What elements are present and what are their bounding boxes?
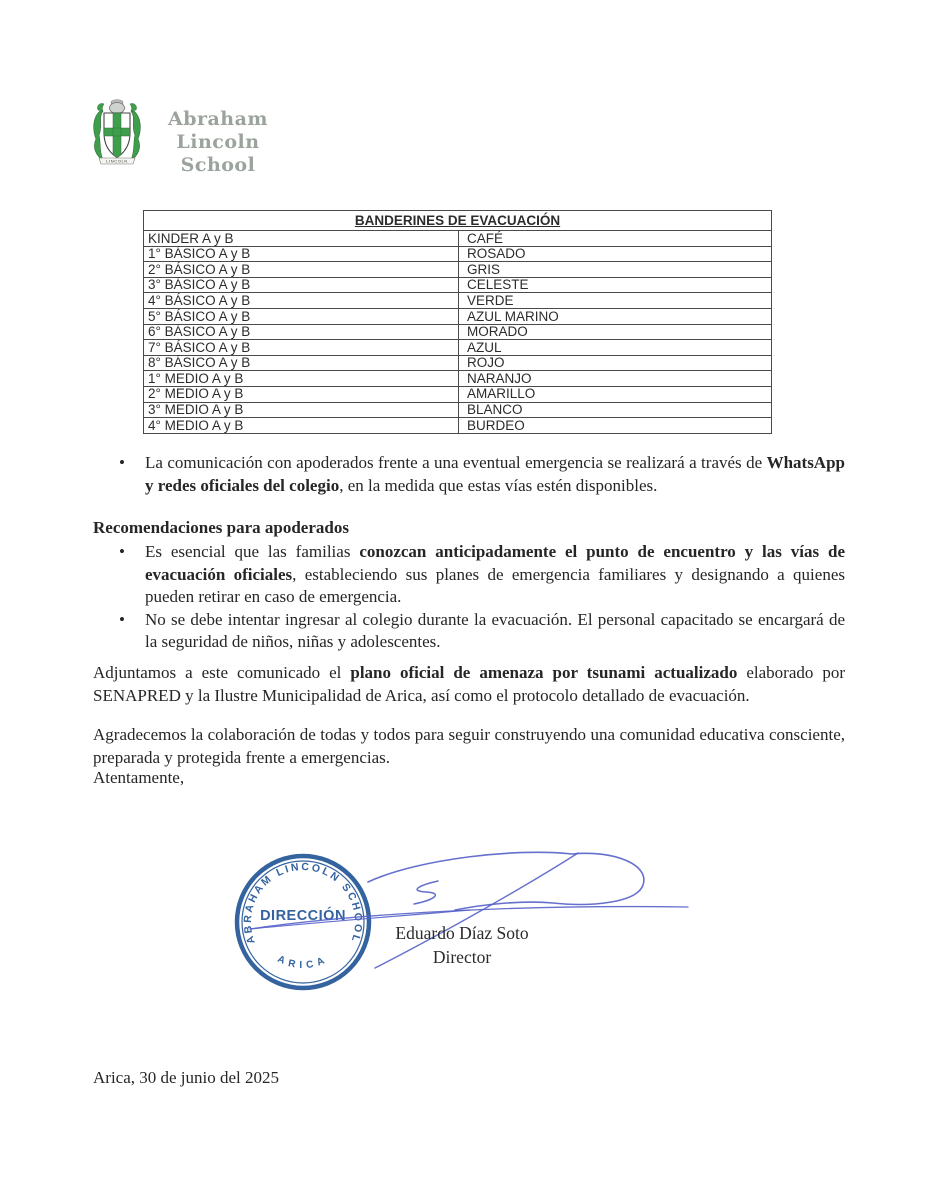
flag-color-cell: AZUL xyxy=(459,340,772,356)
flag-color-cell: AMARILLO xyxy=(459,386,772,402)
flag-color-cell: ROJO xyxy=(459,355,772,371)
evacuation-flags-table xyxy=(143,210,772,434)
table-row xyxy=(144,355,772,371)
communication-bullet: • La comunicación con apoderados frente a una eventual emergencia se realizará a través de WhatsApp y redes oficiales del colegio, en la medida que estas vías estén disponibles. xyxy=(93,452,845,497)
attachment-paragraph: Adjuntamos a este comunicado el plano oficial de amenaza por tsunami actualizado elaborado por SENAPRED y la Ilustre Municipalidad de Arica, así como el protocolo detallado de evacuación. xyxy=(93,663,846,705)
grade-cell: 3° MEDIO A y B xyxy=(144,402,459,418)
stamp-ring-text: ABRAHAM LINCOLN SCHOOL xyxy=(241,860,365,946)
table-row xyxy=(144,402,772,418)
grade-cell: 2° BÁSICO A y B xyxy=(144,262,459,278)
flag-color-cell: MORADO xyxy=(459,324,772,340)
closing-line: Atentamente, xyxy=(93,768,185,787)
gratitude-paragraph: Agradecemos la colaboración de todas y todos para seguir construyendo una comunidad educativa consciente, preparada y protegida frente a emergencias. xyxy=(93,725,845,767)
recommendation-item: • Es esencial que las familias conozcan anticipadamente el punto de encuentro y las vías de evacuación oficiales, estableciendo sus planes de emergencia familiares y designando a quienes pueden retirar en caso de emergencia. xyxy=(93,541,845,609)
flag-color-cell: BLANCO xyxy=(459,402,772,418)
crest-banner-text: LINCOLN xyxy=(106,158,128,164)
recommendations-heading: Recomendaciones para apoderados xyxy=(93,518,349,537)
grade-cell: 3° BÁSICO A y B xyxy=(144,277,459,293)
flag-color-cell: AZUL MARINO xyxy=(459,308,772,324)
signer-block xyxy=(372,921,552,969)
table-row xyxy=(144,340,772,356)
table-row xyxy=(144,371,772,387)
table-row xyxy=(144,324,772,340)
flag-color-cell: GRIS xyxy=(459,262,772,278)
table-title-row xyxy=(144,211,772,231)
school-name xyxy=(143,108,293,177)
flag-color-cell: CAFÉ xyxy=(459,231,772,247)
flag-color-cell: VERDE xyxy=(459,293,772,309)
grade-cell: 7° BÁSICO A y B xyxy=(144,340,459,356)
table-row xyxy=(144,246,772,262)
table-row xyxy=(144,418,772,434)
table-row xyxy=(144,277,772,293)
stamp-center-text: DIRECCIÓN xyxy=(260,908,346,924)
signer-title: Director xyxy=(432,947,492,967)
svg-text:ARICA xyxy=(276,954,331,971)
grade-cell: 1° BÁSICO A y B xyxy=(144,246,459,262)
table-title-text: BANDERINES DE EVACUACIÓN xyxy=(354,212,561,228)
grade-cell: 6° BÁSICO A y B xyxy=(144,324,459,340)
table-row xyxy=(144,308,772,324)
table-row xyxy=(144,231,772,247)
communication-section xyxy=(93,452,845,497)
flag-color-cell: ROSADO xyxy=(459,246,772,262)
recommendation-item: • No se debe intentar ingresar al colegio durante la evacuación. El personal capacitado se encargará de la seguridad de niños, niñas y adolescentes. xyxy=(93,609,845,654)
crest-banner xyxy=(99,158,135,164)
grade-cell: 1° MEDIO A y B xyxy=(144,371,459,387)
stamp-bottom-text: ARICA xyxy=(275,953,331,972)
table-row xyxy=(144,293,772,309)
table-row xyxy=(144,386,772,402)
grade-cell: 4° MEDIO A y B xyxy=(144,418,459,434)
grade-cell: KINDER A y B xyxy=(144,231,459,247)
flag-color-cell: CELESTE xyxy=(459,277,772,293)
school-name-line1: Abraham Lincoln xyxy=(167,108,269,153)
grade-cell: 2° MEDIO A y B xyxy=(144,386,459,402)
table-row xyxy=(144,262,772,278)
signer-name: Eduardo Díaz Soto xyxy=(395,923,529,943)
crest-helmet xyxy=(110,100,125,114)
school-crest-logo xyxy=(90,98,144,166)
flag-color-cell: NARANJO xyxy=(459,371,772,387)
grade-cell: 4° BÁSICO A y B xyxy=(144,293,459,309)
direction-stamp xyxy=(229,848,377,996)
recommendations-list xyxy=(93,541,845,654)
date-line: Arica, 30 de junio del 2025 xyxy=(93,1068,280,1087)
flag-color-cell: BURDEO xyxy=(459,418,772,434)
table-title xyxy=(144,211,772,231)
grade-cell: 5° BÁSICO A y B xyxy=(144,308,459,324)
grade-cell: 8° BÁSICO A y B xyxy=(144,355,459,371)
school-name-line2: School xyxy=(180,154,256,176)
